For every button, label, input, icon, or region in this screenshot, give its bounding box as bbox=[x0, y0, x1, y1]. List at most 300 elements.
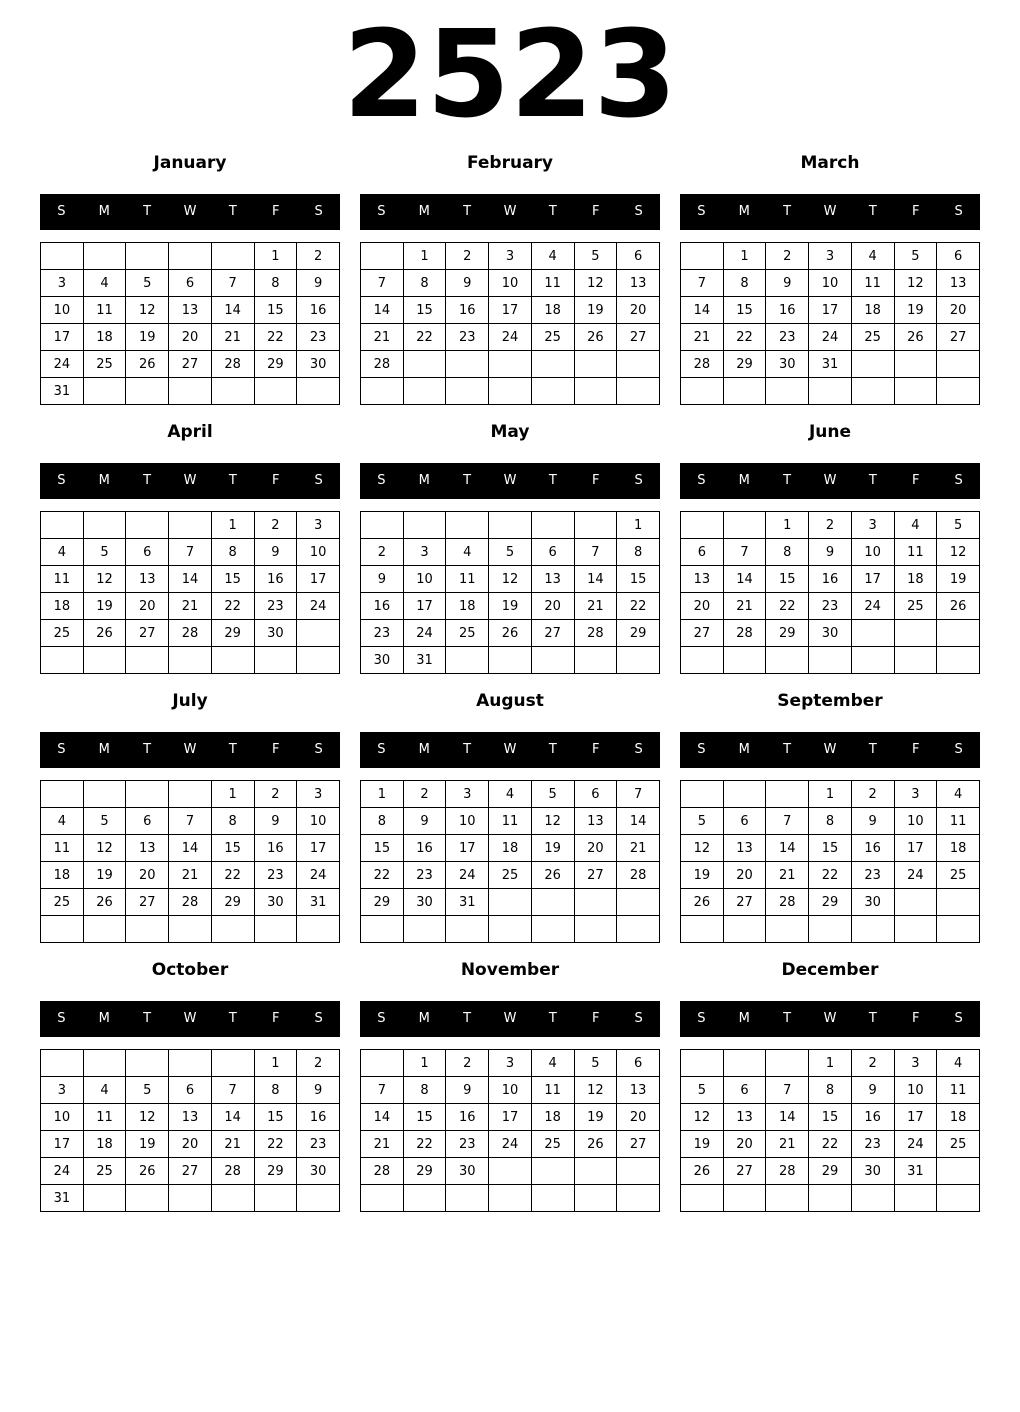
week-row bbox=[681, 593, 980, 620]
day-cell: 3 bbox=[809, 243, 852, 270]
day-cell: 12 bbox=[681, 835, 724, 862]
day-cell: 13 bbox=[531, 566, 574, 593]
day-cell: 22 bbox=[766, 593, 809, 620]
day-cell: 28 bbox=[681, 351, 724, 378]
empty-day-cell bbox=[937, 889, 980, 916]
month-block bbox=[360, 421, 660, 674]
empty-day-cell bbox=[489, 647, 532, 674]
weekday-header-cell: F bbox=[591, 204, 600, 219]
empty-day-cell bbox=[681, 378, 724, 405]
empty-day-cell bbox=[126, 512, 169, 539]
empty-day-cell bbox=[723, 1050, 766, 1077]
weekday-header-cell: S bbox=[634, 204, 643, 219]
weekday-header-cell: T bbox=[548, 473, 557, 488]
month-block bbox=[360, 690, 660, 943]
day-cell: 11 bbox=[41, 566, 84, 593]
weekday-header-cell: S bbox=[697, 742, 706, 757]
day-cell: 17 bbox=[41, 324, 84, 351]
week-row bbox=[361, 1185, 660, 1212]
day-cell: 31 bbox=[403, 647, 446, 674]
day-cell: 1 bbox=[361, 781, 404, 808]
day-cell: 15 bbox=[617, 566, 660, 593]
weekday-header-row bbox=[360, 194, 660, 230]
day-cell: 29 bbox=[403, 1158, 446, 1185]
day-cell: 25 bbox=[489, 862, 532, 889]
weekday-header-cell: S bbox=[634, 742, 643, 757]
weekday-header-cell: F bbox=[591, 473, 600, 488]
empty-day-cell bbox=[446, 512, 489, 539]
empty-day-cell bbox=[403, 512, 446, 539]
day-cell: 2 bbox=[851, 1050, 894, 1077]
day-cell: 4 bbox=[41, 539, 84, 566]
day-cell: 19 bbox=[126, 324, 169, 351]
day-cell: 5 bbox=[574, 243, 617, 270]
weekday-header-cell: S bbox=[57, 204, 66, 219]
weekday-header-cell: W bbox=[823, 473, 837, 488]
week-row bbox=[361, 620, 660, 647]
day-cell: 20 bbox=[169, 1131, 212, 1158]
week-row bbox=[361, 1131, 660, 1158]
empty-day-cell bbox=[894, 889, 937, 916]
day-cell: 26 bbox=[681, 1158, 724, 1185]
empty-day-cell bbox=[723, 512, 766, 539]
weekday-header-cell: T bbox=[783, 1011, 792, 1026]
empty-day-cell bbox=[617, 1185, 660, 1212]
day-cell: 11 bbox=[446, 566, 489, 593]
day-cell: 7 bbox=[169, 539, 212, 566]
day-cell: 24 bbox=[851, 593, 894, 620]
week-row bbox=[41, 539, 340, 566]
day-cell: 15 bbox=[254, 1104, 297, 1131]
day-cell: 14 bbox=[211, 1104, 254, 1131]
week-row bbox=[681, 378, 980, 405]
day-cell: 4 bbox=[83, 1077, 126, 1104]
week-row bbox=[361, 351, 660, 378]
empty-day-cell bbox=[681, 647, 724, 674]
day-cell: 17 bbox=[489, 297, 532, 324]
day-cell: 23 bbox=[403, 862, 446, 889]
day-cell: 18 bbox=[531, 1104, 574, 1131]
day-cell: 20 bbox=[723, 862, 766, 889]
weekday-header-cell: M bbox=[418, 1011, 430, 1026]
day-cell: 3 bbox=[41, 270, 84, 297]
day-cell: 16 bbox=[403, 835, 446, 862]
week-row bbox=[41, 862, 340, 889]
empty-day-cell bbox=[681, 781, 724, 808]
day-cell: 22 bbox=[211, 593, 254, 620]
weekday-header-cell: T bbox=[868, 473, 877, 488]
day-cell: 22 bbox=[211, 862, 254, 889]
month-block bbox=[40, 152, 340, 405]
weekday-header-cell: M bbox=[98, 204, 110, 219]
empty-day-cell bbox=[531, 351, 574, 378]
empty-day-cell bbox=[169, 512, 212, 539]
empty-day-cell bbox=[531, 378, 574, 405]
empty-day-cell bbox=[83, 1185, 126, 1212]
day-cell: 27 bbox=[723, 889, 766, 916]
day-cell: 14 bbox=[361, 297, 404, 324]
weekday-header-cell: S bbox=[57, 742, 66, 757]
day-cell: 14 bbox=[766, 1104, 809, 1131]
weekday-header-cell: F bbox=[591, 1011, 600, 1026]
month-title: October bbox=[151, 960, 229, 980]
week-row bbox=[681, 916, 980, 943]
day-cell: 24 bbox=[41, 351, 84, 378]
empty-day-cell bbox=[83, 1050, 126, 1077]
week-row bbox=[361, 781, 660, 808]
weekday-header-cell: M bbox=[418, 742, 430, 757]
empty-day-cell bbox=[446, 647, 489, 674]
day-cell: 10 bbox=[41, 1104, 84, 1131]
day-cell: 17 bbox=[894, 1104, 937, 1131]
day-cell: 7 bbox=[169, 808, 212, 835]
empty-day-cell bbox=[361, 378, 404, 405]
day-cell: 14 bbox=[211, 297, 254, 324]
day-cell: 28 bbox=[723, 620, 766, 647]
day-cell: 27 bbox=[574, 862, 617, 889]
day-cell: 13 bbox=[723, 1104, 766, 1131]
empty-day-cell bbox=[681, 1050, 724, 1077]
day-cell: 1 bbox=[403, 1050, 446, 1077]
day-cell: 19 bbox=[937, 566, 980, 593]
day-cell: 26 bbox=[574, 1131, 617, 1158]
day-cell: 23 bbox=[361, 620, 404, 647]
weekday-header-cell: S bbox=[954, 742, 963, 757]
empty-day-cell bbox=[851, 620, 894, 647]
day-cell: 13 bbox=[126, 835, 169, 862]
week-row bbox=[41, 378, 340, 405]
week-row bbox=[681, 512, 980, 539]
week-row bbox=[361, 593, 660, 620]
day-cell: 4 bbox=[83, 270, 126, 297]
empty-day-cell bbox=[446, 916, 489, 943]
week-row bbox=[41, 1185, 340, 1212]
day-cell: 29 bbox=[254, 1158, 297, 1185]
day-cell: 27 bbox=[681, 620, 724, 647]
week-row bbox=[41, 593, 340, 620]
month-block bbox=[40, 959, 340, 1212]
day-cell: 12 bbox=[126, 297, 169, 324]
week-row bbox=[681, 1050, 980, 1077]
day-cell: 8 bbox=[254, 1077, 297, 1104]
day-cell: 31 bbox=[809, 351, 852, 378]
week-row bbox=[681, 1158, 980, 1185]
day-cell: 23 bbox=[446, 1131, 489, 1158]
day-cell: 16 bbox=[297, 1104, 340, 1131]
day-cell: 16 bbox=[297, 297, 340, 324]
empty-day-cell bbox=[809, 647, 852, 674]
empty-day-cell bbox=[489, 351, 532, 378]
day-cell: 4 bbox=[937, 1050, 980, 1077]
day-cell: 18 bbox=[446, 593, 489, 620]
day-cell: 31 bbox=[41, 1185, 84, 1212]
empty-day-cell bbox=[41, 781, 84, 808]
empty-day-cell bbox=[211, 1050, 254, 1077]
day-cell: 27 bbox=[617, 324, 660, 351]
day-cell: 16 bbox=[446, 1104, 489, 1131]
day-cell: 6 bbox=[723, 1077, 766, 1104]
empty-day-cell bbox=[169, 647, 212, 674]
day-cell: 28 bbox=[361, 351, 404, 378]
day-cell: 4 bbox=[489, 781, 532, 808]
empty-day-cell bbox=[574, 512, 617, 539]
empty-day-cell bbox=[723, 647, 766, 674]
day-cell: 28 bbox=[169, 620, 212, 647]
day-cell: 23 bbox=[809, 593, 852, 620]
day-cell: 19 bbox=[489, 593, 532, 620]
empty-day-cell bbox=[211, 916, 254, 943]
day-cell: 28 bbox=[574, 620, 617, 647]
day-cell: 6 bbox=[126, 808, 169, 835]
week-row bbox=[681, 351, 980, 378]
day-cell: 27 bbox=[126, 889, 169, 916]
empty-day-cell bbox=[126, 647, 169, 674]
day-cell: 19 bbox=[83, 862, 126, 889]
day-cell: 24 bbox=[894, 1131, 937, 1158]
week-row bbox=[41, 324, 340, 351]
day-cell: 26 bbox=[83, 620, 126, 647]
day-cell: 7 bbox=[211, 270, 254, 297]
day-cell: 31 bbox=[894, 1158, 937, 1185]
empty-day-cell bbox=[617, 351, 660, 378]
empty-day-cell bbox=[681, 512, 724, 539]
week-row bbox=[41, 297, 340, 324]
day-cell: 3 bbox=[297, 512, 340, 539]
month-title: August bbox=[476, 691, 544, 711]
day-cell: 5 bbox=[83, 539, 126, 566]
empty-day-cell bbox=[403, 1185, 446, 1212]
month-block bbox=[680, 421, 980, 674]
day-cell: 26 bbox=[83, 889, 126, 916]
empty-day-cell bbox=[489, 378, 532, 405]
day-cell: 30 bbox=[361, 647, 404, 674]
day-cell: 27 bbox=[723, 1158, 766, 1185]
day-cell: 7 bbox=[617, 781, 660, 808]
empty-day-cell bbox=[766, 647, 809, 674]
week-row bbox=[361, 889, 660, 916]
day-cell: 10 bbox=[894, 1077, 937, 1104]
day-grid bbox=[360, 780, 660, 943]
week-row bbox=[41, 1050, 340, 1077]
day-cell: 15 bbox=[766, 566, 809, 593]
day-cell: 5 bbox=[681, 1077, 724, 1104]
weekday-header-cell: F bbox=[271, 1011, 280, 1026]
day-cell: 3 bbox=[894, 1050, 937, 1077]
day-cell: 10 bbox=[489, 270, 532, 297]
week-row bbox=[41, 835, 340, 862]
empty-day-cell bbox=[531, 1185, 574, 1212]
day-cell: 9 bbox=[297, 1077, 340, 1104]
day-cell: 1 bbox=[254, 243, 297, 270]
day-cell: 23 bbox=[851, 1131, 894, 1158]
day-cell: 6 bbox=[681, 539, 724, 566]
day-cell: 13 bbox=[169, 297, 212, 324]
week-row bbox=[681, 889, 980, 916]
year-title: 2523 bbox=[343, 6, 677, 145]
weekday-header-cell: T bbox=[143, 204, 152, 219]
week-row bbox=[681, 620, 980, 647]
day-cell: 15 bbox=[723, 297, 766, 324]
empty-day-cell bbox=[851, 378, 894, 405]
week-row bbox=[681, 808, 980, 835]
weekday-header-row bbox=[680, 463, 980, 499]
day-cell: 19 bbox=[574, 297, 617, 324]
day-cell: 2 bbox=[809, 512, 852, 539]
day-cell: 8 bbox=[403, 270, 446, 297]
week-row bbox=[41, 1131, 340, 1158]
empty-day-cell bbox=[723, 378, 766, 405]
day-cell: 21 bbox=[211, 324, 254, 351]
day-cell: 11 bbox=[894, 539, 937, 566]
empty-day-cell bbox=[297, 647, 340, 674]
empty-day-cell bbox=[211, 1185, 254, 1212]
weekday-header-cell: F bbox=[271, 473, 280, 488]
day-cell: 6 bbox=[617, 243, 660, 270]
week-row bbox=[361, 916, 660, 943]
day-cell: 6 bbox=[169, 270, 212, 297]
months-grid bbox=[0, 152, 1020, 1228]
day-cell: 16 bbox=[851, 835, 894, 862]
day-cell: 29 bbox=[809, 889, 852, 916]
day-grid bbox=[360, 242, 660, 405]
empty-day-cell bbox=[83, 512, 126, 539]
empty-day-cell bbox=[574, 1158, 617, 1185]
empty-day-cell bbox=[211, 243, 254, 270]
empty-day-cell bbox=[766, 781, 809, 808]
week-row bbox=[681, 781, 980, 808]
day-cell: 19 bbox=[681, 1131, 724, 1158]
day-cell: 19 bbox=[574, 1104, 617, 1131]
day-cell: 28 bbox=[766, 1158, 809, 1185]
day-cell: 16 bbox=[446, 297, 489, 324]
day-cell: 8 bbox=[361, 808, 404, 835]
day-cell: 20 bbox=[617, 1104, 660, 1131]
weekday-header-cell: T bbox=[463, 473, 472, 488]
day-cell: 17 bbox=[297, 566, 340, 593]
day-cell: 30 bbox=[297, 351, 340, 378]
day-cell: 14 bbox=[361, 1104, 404, 1131]
day-cell: 31 bbox=[297, 889, 340, 916]
week-row bbox=[681, 297, 980, 324]
empty-day-cell bbox=[937, 1185, 980, 1212]
day-cell: 26 bbox=[126, 351, 169, 378]
day-cell: 9 bbox=[766, 270, 809, 297]
empty-day-cell bbox=[403, 351, 446, 378]
day-grid bbox=[40, 242, 340, 405]
day-cell: 21 bbox=[361, 324, 404, 351]
day-cell: 20 bbox=[681, 593, 724, 620]
weekday-header-cell: F bbox=[591, 742, 600, 757]
empty-day-cell bbox=[574, 916, 617, 943]
empty-day-cell bbox=[617, 647, 660, 674]
day-cell: 17 bbox=[851, 566, 894, 593]
day-cell: 26 bbox=[937, 593, 980, 620]
weekday-header-cell: F bbox=[911, 204, 920, 219]
day-cell: 23 bbox=[297, 324, 340, 351]
week-row bbox=[41, 1077, 340, 1104]
empty-day-cell bbox=[211, 378, 254, 405]
empty-day-cell bbox=[531, 1158, 574, 1185]
empty-day-cell bbox=[41, 1050, 84, 1077]
empty-day-cell bbox=[41, 916, 84, 943]
day-cell: 6 bbox=[723, 808, 766, 835]
weekday-header-cell: S bbox=[634, 1011, 643, 1026]
empty-day-cell bbox=[126, 378, 169, 405]
empty-day-cell bbox=[851, 647, 894, 674]
day-cell: 21 bbox=[617, 835, 660, 862]
day-cell: 19 bbox=[126, 1131, 169, 1158]
empty-day-cell bbox=[766, 1050, 809, 1077]
weekday-header-cell: T bbox=[868, 742, 877, 757]
day-cell: 30 bbox=[851, 1158, 894, 1185]
week-row bbox=[361, 243, 660, 270]
day-cell: 9 bbox=[446, 1077, 489, 1104]
month-title: November bbox=[460, 960, 560, 980]
weekday-header-row bbox=[360, 463, 660, 499]
day-cell: 2 bbox=[254, 512, 297, 539]
empty-day-cell bbox=[489, 512, 532, 539]
empty-day-cell bbox=[894, 620, 937, 647]
weekday-header-row bbox=[680, 194, 980, 230]
weekday-header-cell: S bbox=[697, 1011, 706, 1026]
day-cell: 12 bbox=[574, 270, 617, 297]
day-cell: 7 bbox=[681, 270, 724, 297]
day-cell: 30 bbox=[809, 620, 852, 647]
day-cell: 24 bbox=[403, 620, 446, 647]
empty-day-cell bbox=[894, 916, 937, 943]
day-cell: 9 bbox=[809, 539, 852, 566]
day-grid bbox=[680, 242, 980, 405]
weekday-header-cell: T bbox=[463, 204, 472, 219]
day-cell: 31 bbox=[446, 889, 489, 916]
day-cell: 5 bbox=[126, 270, 169, 297]
empty-day-cell bbox=[531, 512, 574, 539]
day-cell: 13 bbox=[169, 1104, 212, 1131]
day-cell: 4 bbox=[41, 808, 84, 835]
day-cell: 25 bbox=[83, 351, 126, 378]
weekday-header-cell: M bbox=[418, 473, 430, 488]
empty-day-cell bbox=[937, 916, 980, 943]
week-row bbox=[361, 297, 660, 324]
day-cell: 24 bbox=[446, 862, 489, 889]
empty-day-cell bbox=[83, 916, 126, 943]
day-cell: 28 bbox=[169, 889, 212, 916]
day-cell: 7 bbox=[574, 539, 617, 566]
day-cell: 2 bbox=[254, 781, 297, 808]
month-block bbox=[680, 959, 980, 1212]
weekday-header-cell: M bbox=[738, 204, 750, 219]
day-cell: 26 bbox=[681, 889, 724, 916]
month-title: February bbox=[466, 153, 554, 173]
day-cell: 15 bbox=[254, 297, 297, 324]
day-cell: 1 bbox=[809, 781, 852, 808]
month-block bbox=[40, 690, 340, 943]
weekday-header-cell: T bbox=[548, 742, 557, 757]
day-cell: 4 bbox=[531, 243, 574, 270]
day-cell: 5 bbox=[531, 781, 574, 808]
week-row bbox=[41, 647, 340, 674]
day-cell: 8 bbox=[809, 808, 852, 835]
day-cell: 12 bbox=[531, 808, 574, 835]
weekday-header-cell: M bbox=[738, 1011, 750, 1026]
empty-day-cell bbox=[41, 512, 84, 539]
week-row bbox=[681, 1131, 980, 1158]
day-cell: 18 bbox=[894, 566, 937, 593]
empty-day-cell bbox=[766, 916, 809, 943]
empty-day-cell bbox=[574, 647, 617, 674]
day-cell: 4 bbox=[937, 781, 980, 808]
empty-day-cell bbox=[617, 916, 660, 943]
